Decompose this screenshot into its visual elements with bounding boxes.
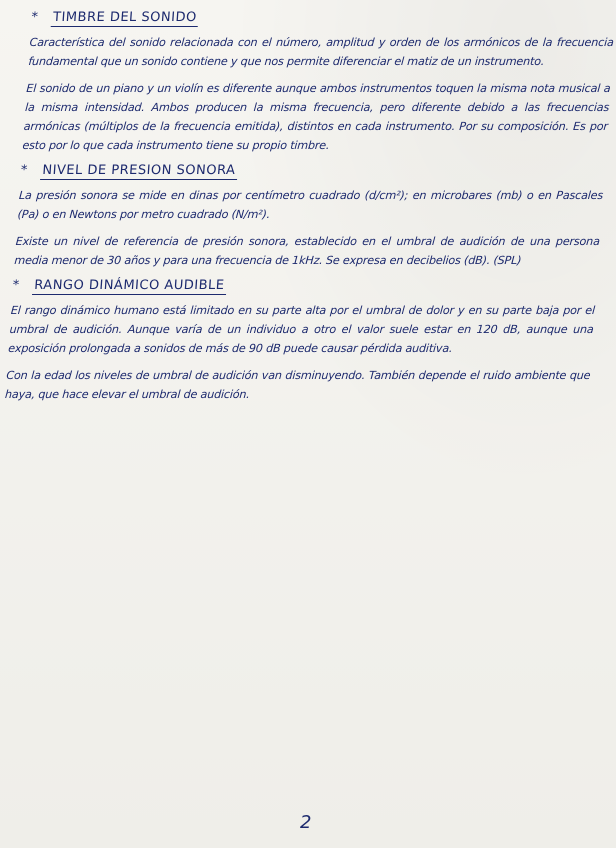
paragraph: Con la edad los niveles de umbral de audición van disminuyendo. También depende el ruido ambiente que haya, que hace elevar el umbral de audición.	[4, 369, 591, 401]
section-heading	[12, 278, 597, 295]
section-rango-dinamico	[4, 278, 597, 404]
bullet-star: *	[20, 163, 29, 178]
page-number: 2	[300, 812, 312, 833]
section-title: RANGO DINÁMICO AUDIBLE	[32, 278, 227, 295]
section-timbre	[22, 10, 616, 155]
paragraph: Existe un nivel de referencia de presión sonora, establecido en el umbral de audición de una persona media menor de 30 años y para una frecuencia de 1kHz. Se expresa en decibelios (dB). (SPL)	[13, 235, 601, 267]
paragraph: El rango dinámico humano está limitado en su parte alta por el umbral de dolor y en su parte baja por el umbral de audición. Aunque varía de un individuo a otro el valor suele estar en 120 dB, aunque una exposición prolongada a sonidos de más de 90 dB puede causar pérdida auditiva.	[7, 304, 596, 355]
section-heading	[20, 163, 605, 180]
paragraph: La presión sonora se mide en dinas por centímetro cuadrado (d/cm²); en microbares (mb) o en Pascales (Pa) o en Newtons por metro cuadrado (N/m²).	[17, 189, 604, 221]
section-heading	[31, 10, 616, 27]
bullet-star: *	[30, 10, 39, 25]
paragraph: Característica del sonido relacionada con el número, amplitud y orden de los armónicos de la frecuencia fundamental que un sonido contiene y que nos permite diferenciar el matiz de un instrumento.	[27, 36, 615, 68]
section-nivel-presion	[14, 163, 605, 270]
bullet-star: *	[12, 278, 21, 293]
section-title: TIMBRE DEL SONIDO	[50, 10, 199, 27]
section-title: NIVEL DE PRESION SONORA	[40, 163, 238, 180]
handwritten-notes	[4, 6, 616, 412]
paragraph: El sonido de un piano y un violín es diferente aunque ambos instrumentos toquen la misma nota musical a la misma intensidad. Ambos producen la misma frecuencia, pero diferente debido a las frecuencias armónicas (múltiplos de la frecuencia emitida), distintos en cada instrumento. Por su composición. Es por esto por lo que cada instrumento tiene su propio timbre.	[21, 82, 611, 152]
